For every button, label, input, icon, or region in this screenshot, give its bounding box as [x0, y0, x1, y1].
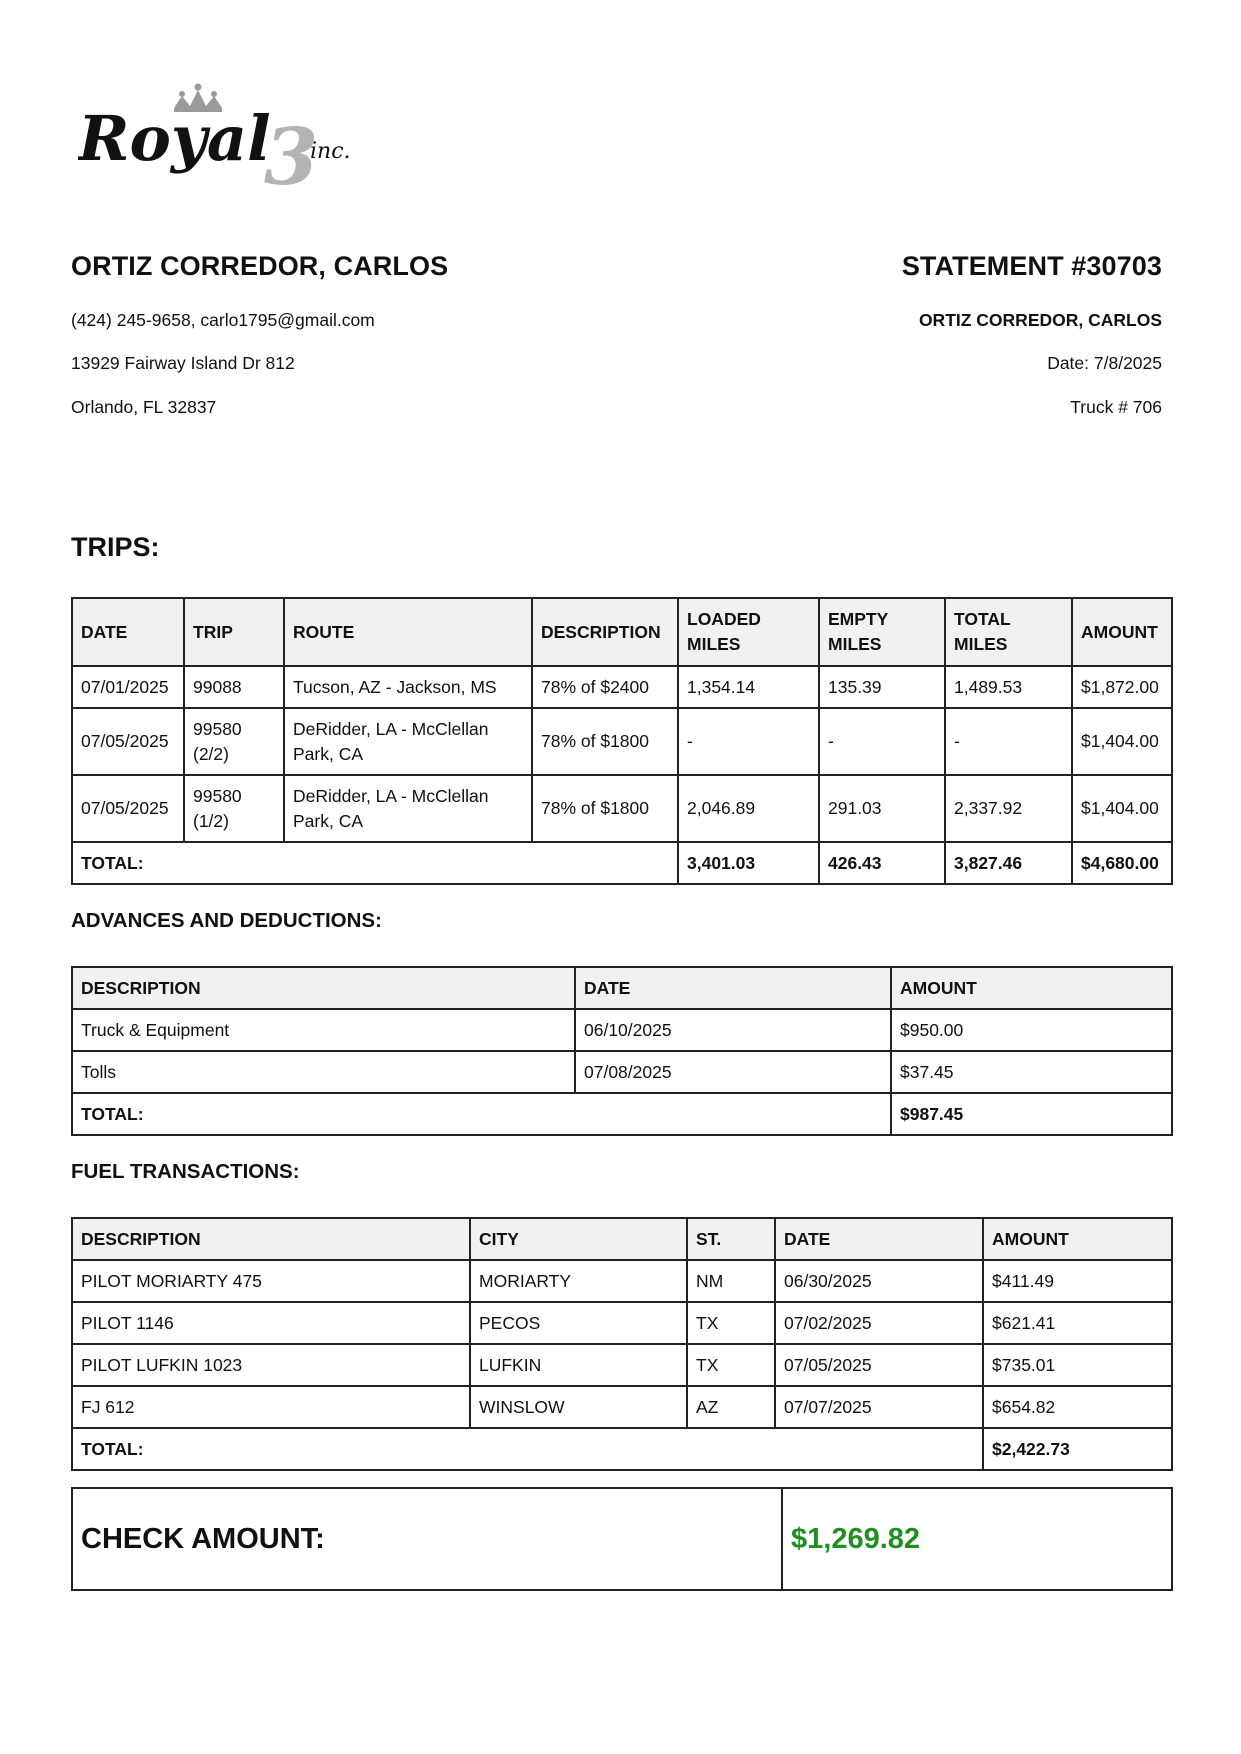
- table-cell: DeRidder, LA - McClellan Park, CA: [284, 775, 532, 842]
- column-header: DATE: [72, 598, 184, 666]
- column-header: AMOUNT: [891, 967, 1172, 1009]
- table-header-row: [72, 1218, 1172, 1260]
- statement-title: STATEMENT #30703: [901, 251, 1162, 281]
- svg-text:Royal: Royal: [78, 102, 271, 175]
- table-cell: MORIARTY: [470, 1260, 687, 1302]
- table-row: [72, 666, 1172, 708]
- check-amount-box: [71, 1487, 1173, 1591]
- driver-name: ORTIZ CORREDOR, CARLOS: [71, 251, 449, 281]
- table-cell: PILOT MORIARTY 475: [72, 1260, 470, 1302]
- table-cell: AZ: [687, 1386, 775, 1428]
- total-label: TOTAL:: [72, 842, 678, 884]
- column-header: AMOUNT: [983, 1218, 1172, 1260]
- column-header: EMPTY MILES: [819, 598, 945, 666]
- table-total-row: [72, 842, 1172, 884]
- table-cell: $621.41: [983, 1302, 1172, 1344]
- table-cell: 07/08/2025: [575, 1051, 891, 1093]
- table-cell: 99580 (2/2): [184, 708, 284, 775]
- table-row: [72, 1051, 1172, 1093]
- table-cell: WINSLOW: [470, 1386, 687, 1428]
- statement-date: Date: 7/8/2025: [1047, 353, 1162, 373]
- table-cell: 1,354.14: [678, 666, 819, 708]
- table-cell: 135.39: [819, 666, 945, 708]
- table-cell: $1,404.00: [1072, 775, 1172, 842]
- table-cell: $950.00: [891, 1009, 1172, 1051]
- table-cell: $1,872.00: [1072, 666, 1172, 708]
- table-cell: -: [678, 708, 819, 775]
- column-header: DATE: [775, 1218, 983, 1260]
- statement-name: ORTIZ CORREDOR, CARLOS: [918, 310, 1162, 330]
- table-cell: PILOT LUFKIN 1023: [72, 1344, 470, 1386]
- table-cell: $1,404.00: [1072, 708, 1172, 775]
- check-row: [72, 1488, 1172, 1590]
- table-cell: Truck & Equipment: [72, 1009, 575, 1051]
- total-label: TOTAL:: [72, 1093, 891, 1135]
- table-row: [72, 1386, 1172, 1428]
- column-header: TRIP: [184, 598, 284, 666]
- table-cell: $735.01: [983, 1344, 1172, 1386]
- column-header: ST.: [687, 1218, 775, 1260]
- column-header: ROUTE: [284, 598, 532, 666]
- column-header: AMOUNT: [1072, 598, 1172, 666]
- column-header: DESCRIPTION: [72, 1218, 470, 1260]
- driver-contact: (424) 245-9658, carlo1795@gmail.com: [71, 310, 375, 330]
- total-label: TOTAL:: [72, 1428, 983, 1470]
- table-cell: $411.49: [983, 1260, 1172, 1302]
- table-cell: $37.45: [891, 1051, 1172, 1093]
- driver-info: [71, 248, 631, 417]
- svg-text:inc.: inc.: [310, 139, 351, 164]
- trips-table: [71, 597, 1173, 885]
- table-cell: 07/05/2025: [775, 1344, 983, 1386]
- table-cell: Tolls: [72, 1051, 575, 1093]
- advances-table: [71, 966, 1173, 1136]
- svg-text:3: 3: [264, 112, 319, 196]
- table-cell: LUFKIN: [470, 1344, 687, 1386]
- table-cell: 78% of $1800: [532, 708, 678, 775]
- total-amount: $2,422.73: [983, 1428, 1172, 1470]
- table-header-row: [72, 967, 1172, 1009]
- column-header: TOTAL MILES: [945, 598, 1072, 666]
- table-cell: Tucson, AZ - Jackson, MS: [284, 666, 532, 708]
- table-cell: TX: [687, 1302, 775, 1344]
- table-cell: PECOS: [470, 1302, 687, 1344]
- table-cell: 07/05/2025: [72, 708, 184, 775]
- table-cell: 07/02/2025: [775, 1302, 983, 1344]
- table-cell: -: [819, 708, 945, 775]
- table-cell: 2,046.89: [678, 775, 819, 842]
- total-amount: $4,680.00: [1072, 842, 1172, 884]
- table-cell: DeRidder, LA - McClellan Park, CA: [284, 708, 532, 775]
- table-cell: 99580 (1/2): [184, 775, 284, 842]
- advances-title: ADVANCES AND DEDUCTIONS:: [71, 909, 382, 932]
- table-cell: 99088: [184, 666, 284, 708]
- fuel-title: FUEL TRANSACTIONS:: [71, 1160, 300, 1183]
- table-header-row: [72, 598, 1172, 666]
- driver-address-line2: Orlando, FL 32837: [71, 397, 217, 417]
- total-empty-miles: 426.43: [819, 842, 945, 884]
- table-cell: PILOT 1146: [72, 1302, 470, 1344]
- table-row: [72, 1344, 1172, 1386]
- table-cell: 291.03: [819, 775, 945, 842]
- statement-truck: Truck # 706: [1070, 397, 1162, 417]
- table-row: [72, 708, 1172, 775]
- column-header: CITY: [470, 1218, 687, 1260]
- table-cell: 2,337.92: [945, 775, 1072, 842]
- company-logo: [78, 78, 398, 196]
- total-amount: $987.45: [891, 1093, 1172, 1135]
- table-total-row: [72, 1093, 1172, 1135]
- table-cell: TX: [687, 1344, 775, 1386]
- column-header: DESCRIPTION: [532, 598, 678, 666]
- table-cell: 07/07/2025: [775, 1386, 983, 1428]
- table-cell: FJ 612: [72, 1386, 470, 1428]
- total-miles: 3,827.46: [945, 842, 1072, 884]
- column-header: DESCRIPTION: [72, 967, 575, 1009]
- table-cell: $654.82: [983, 1386, 1172, 1428]
- statement-info: [602, 248, 1162, 417]
- check-amount-value: $1,269.82: [782, 1488, 1172, 1590]
- table-row: [72, 1260, 1172, 1302]
- table-cell: 07/01/2025: [72, 666, 184, 708]
- total-loaded-miles: 3,401.03: [678, 842, 819, 884]
- crown-logo-icon: [78, 78, 398, 196]
- check-amount-label: CHECK AMOUNT:: [72, 1488, 782, 1590]
- table-cell: 78% of $2400: [532, 666, 678, 708]
- table-cell: 06/10/2025: [575, 1009, 891, 1051]
- table-cell: 78% of $1800: [532, 775, 678, 842]
- table-row: [72, 1302, 1172, 1344]
- table-cell: 07/05/2025: [72, 775, 184, 842]
- fuel-table: [71, 1217, 1173, 1471]
- table-cell: 06/30/2025: [775, 1260, 983, 1302]
- trips-title: TRIPS:: [71, 532, 160, 562]
- table-cell: 1,489.53: [945, 666, 1072, 708]
- table-row: [72, 775, 1172, 842]
- table-row: [72, 1009, 1172, 1051]
- table-cell: NM: [687, 1260, 775, 1302]
- driver-address-line1: 13929 Fairway Island Dr 812: [71, 353, 295, 373]
- column-header: DATE: [575, 967, 891, 1009]
- table-total-row: [72, 1428, 1172, 1470]
- table-cell: -: [945, 708, 1072, 775]
- column-header: LOADED MILES: [678, 598, 819, 666]
